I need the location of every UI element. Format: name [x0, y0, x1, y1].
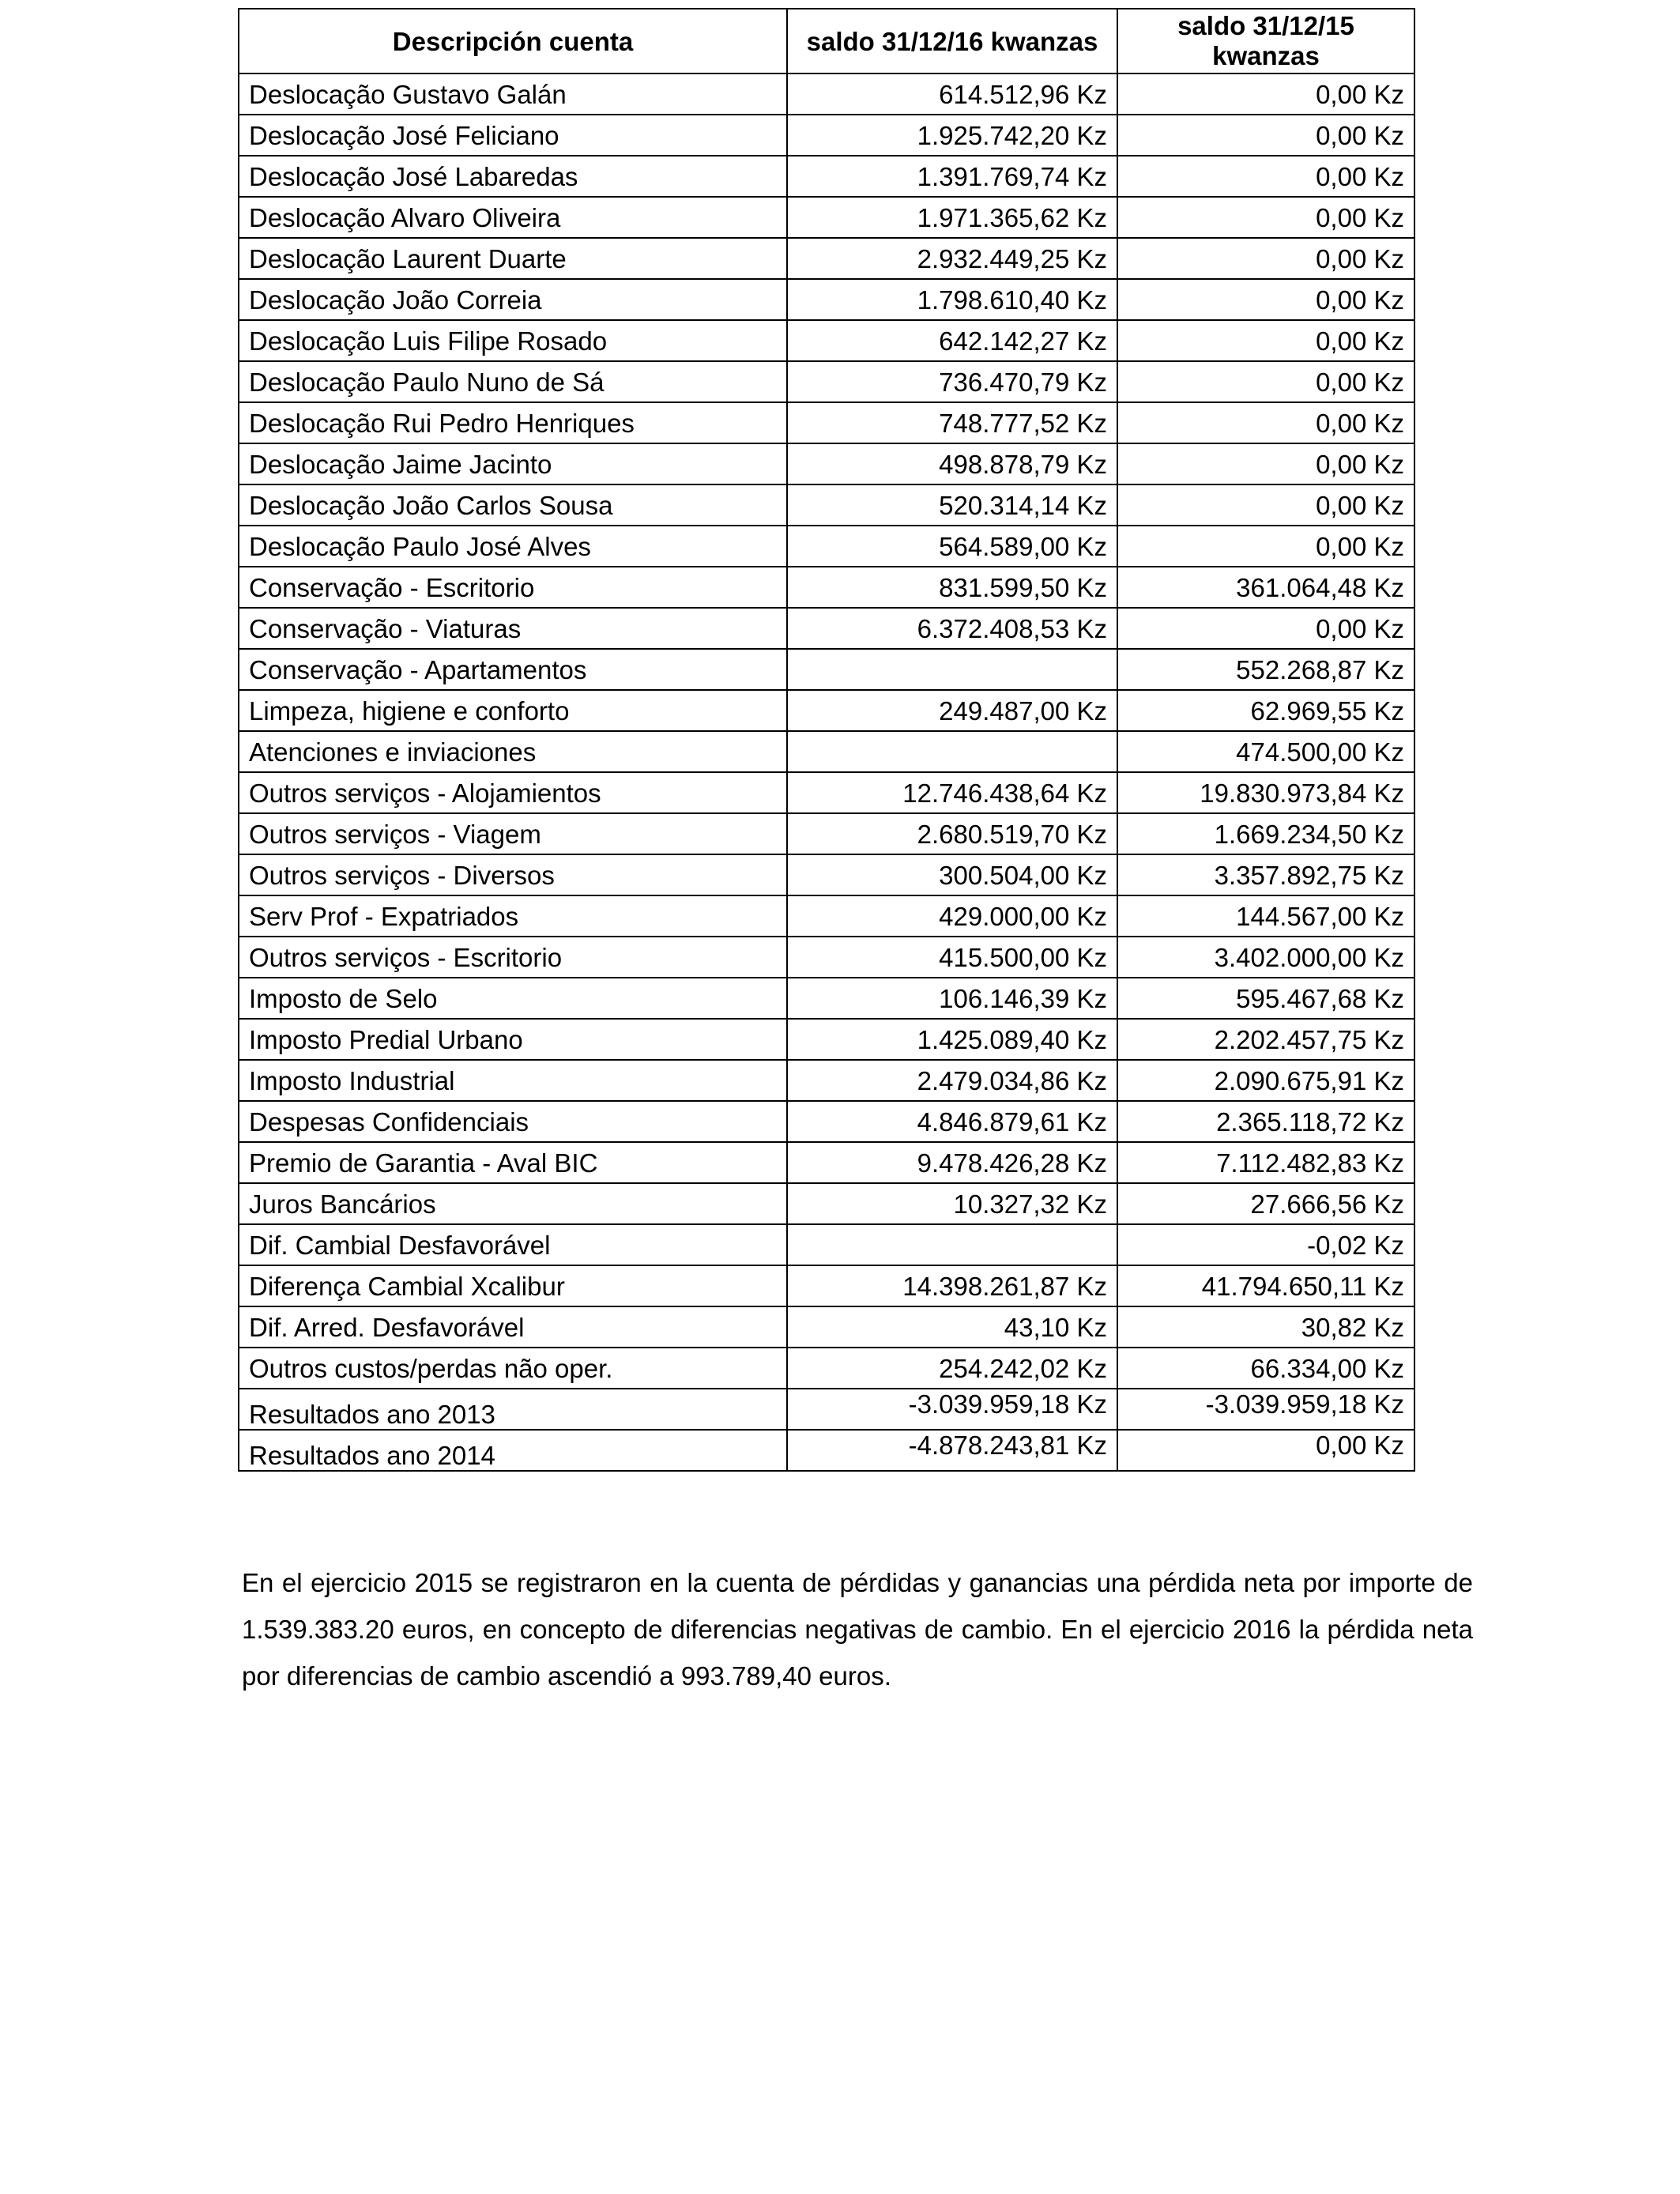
table-row [239, 443, 1414, 484]
table-row [239, 690, 1414, 731]
cell-description: Outros serviços - Escritorio [239, 937, 787, 978]
cell-saldo-2015: 595.467,68 Kz [1117, 978, 1414, 1019]
cell-saldo-2016: 2.479.034,86 Kz [787, 1060, 1117, 1101]
cell-saldo-2015: -0,02 Kz [1117, 1224, 1414, 1265]
cell-description: Outros serviços - Viagem [239, 813, 787, 854]
cell-saldo-2016: -4.878.243,81 Kz [787, 1430, 1117, 1471]
cell-description: Deslocação José Feliciano [239, 115, 787, 156]
cell-saldo-2015: 474.500,00 Kz [1117, 731, 1414, 772]
table-row [239, 1142, 1414, 1183]
cell-saldo-2016: 415.500,00 Kz [787, 937, 1117, 978]
cell-saldo-2015: 30,82 Kz [1117, 1306, 1414, 1348]
cell-saldo-2015: 552.268,87 Kz [1117, 649, 1414, 690]
table-row [239, 854, 1414, 895]
cell-saldo-2016: 1.391.769,74 Kz [787, 156, 1117, 197]
table-row [239, 279, 1414, 320]
table-row [239, 1101, 1414, 1142]
cell-saldo-2015: 1.669.234,50 Kz [1117, 813, 1414, 854]
table-row [239, 1306, 1414, 1348]
cell-description: Deslocação Laurent Duarte [239, 238, 787, 279]
cell-saldo-2016: 43,10 Kz [787, 1306, 1117, 1348]
cell-saldo-2015: 2.365.118,72 Kz [1117, 1101, 1414, 1142]
cell-description: Deslocação Paulo Nuno de Sá [239, 361, 787, 402]
table-row [239, 197, 1414, 238]
cell-saldo-2015: 0,00 Kz [1117, 402, 1414, 443]
table-row [239, 156, 1414, 197]
table-row [239, 649, 1414, 690]
cell-saldo-2015: 7.112.482,83 Kz [1117, 1142, 1414, 1183]
cell-saldo-2016: 429.000,00 Kz [787, 895, 1117, 937]
cell-saldo-2016: 614.512,96 Kz [787, 74, 1117, 115]
cell-saldo-2016: 254.242,02 Kz [787, 1348, 1117, 1389]
cell-saldo-2016: 1.798.610,40 Kz [787, 279, 1117, 320]
cell-description: Deslocação Gustavo Galán [239, 74, 787, 115]
cell-saldo-2015: 41.794.650,11 Kz [1117, 1265, 1414, 1306]
cell-saldo-2016: 14.398.261,87 Kz [787, 1265, 1117, 1306]
cell-saldo-2016: 1.425.089,40 Kz [787, 1019, 1117, 1060]
cell-saldo-2015: 0,00 Kz [1117, 238, 1414, 279]
cell-description: Deslocação Rui Pedro Henriques [239, 402, 787, 443]
table-row [239, 484, 1414, 526]
table-row [239, 895, 1414, 937]
cell-saldo-2015: 361.064,48 Kz [1117, 567, 1414, 608]
cell-description: Diferença Cambial Xcalibur [239, 1265, 787, 1306]
accounts-table [238, 8, 1415, 1472]
cell-saldo-2016: 2.932.449,25 Kz [787, 238, 1117, 279]
cell-saldo-2015: 0,00 Kz [1117, 74, 1414, 115]
cell-description: Outros custos/perdas não oper. [239, 1348, 787, 1389]
cell-description: Serv Prof - Expatriados [239, 895, 787, 937]
cell-description: Dif. Cambial Desfavorável [239, 1224, 787, 1265]
note-paragraph: En el ejercicio 2015 se registraron en la cuenta de pérdidas y ganancias una pérdida neta por importe de 1.539.383.20 euros, en concepto de diferencias negativas de cambio. En el ejercicio 2016 la pérdida neta por diferencias de cambio ascendió a 993.789,40 euros. [242, 1568, 1473, 1691]
cell-description: Conservação - Apartamentos [239, 649, 787, 690]
table-row [239, 608, 1414, 649]
cell-saldo-2015: 3.402.000,00 Kz [1117, 937, 1414, 978]
cell-saldo-2015: 0,00 Kz [1117, 443, 1414, 484]
cell-saldo-2016: 642.142,27 Kz [787, 320, 1117, 361]
table-row [239, 526, 1414, 567]
cell-saldo-2015: 2.090.675,91 Kz [1117, 1060, 1414, 1101]
cell-description: Deslocação José Labaredas [239, 156, 787, 197]
cell-saldo-2015: -3.039.959,18 Kz [1117, 1389, 1414, 1430]
cell-saldo-2015: 0,00 Kz [1117, 361, 1414, 402]
table-header-row [239, 9, 1414, 74]
cell-saldo-2016: 736.470,79 Kz [787, 361, 1117, 402]
cell-description: Atenciones e inviaciones [239, 731, 787, 772]
cell-saldo-2016: 106.146,39 Kz [787, 978, 1117, 1019]
cell-description: Imposto de Selo [239, 978, 787, 1019]
cell-saldo-2015: 2.202.457,75 Kz [1117, 1019, 1414, 1060]
cell-saldo-2016 [787, 731, 1117, 772]
table-row [239, 1430, 1414, 1471]
cell-saldo-2015: 0,00 Kz [1117, 156, 1414, 197]
cell-saldo-2016: 6.372.408,53 Kz [787, 608, 1117, 649]
cell-saldo-2016: 10.327,32 Kz [787, 1183, 1117, 1224]
cell-saldo-2015: 0,00 Kz [1117, 608, 1414, 649]
cell-saldo-2015: 0,00 Kz [1117, 115, 1414, 156]
cell-saldo-2016: 748.777,52 Kz [787, 402, 1117, 443]
table-row [239, 1224, 1414, 1265]
table-row [239, 567, 1414, 608]
table-row [239, 361, 1414, 402]
cell-saldo-2015: 0,00 Kz [1117, 279, 1414, 320]
cell-saldo-2015: 0,00 Kz [1117, 484, 1414, 526]
table-row [239, 1060, 1414, 1101]
cell-saldo-2015: 66.334,00 Kz [1117, 1348, 1414, 1389]
cell-saldo-2015: 3.357.892,75 Kz [1117, 854, 1414, 895]
cell-saldo-2016: 1.971.365,62 Kz [787, 197, 1117, 238]
cell-saldo-2015: 0,00 Kz [1117, 1430, 1414, 1471]
cell-saldo-2015: 19.830.973,84 Kz [1117, 772, 1414, 813]
cell-description: Deslocação Jaime Jacinto [239, 443, 787, 484]
cell-saldo-2016: -3.039.959,18 Kz [787, 1389, 1117, 1430]
header-description: Descripción cuenta [239, 9, 787, 74]
cell-description: Imposto Predial Urbano [239, 1019, 787, 1060]
cell-description: Resultados ano 2013 [239, 1389, 787, 1430]
cell-description: Deslocação João Correia [239, 279, 787, 320]
table-row [239, 813, 1414, 854]
cell-saldo-2015: 27.666,56 Kz [1117, 1183, 1414, 1224]
cell-saldo-2016: 520.314,14 Kz [787, 484, 1117, 526]
cell-description: Conservação - Escritorio [239, 567, 787, 608]
cell-description: Outros serviços - Alojamientos [239, 772, 787, 813]
header-saldo-2015: saldo 31/12/15 kwanzas [1117, 9, 1414, 74]
cell-description: Deslocação Alvaro Oliveira [239, 197, 787, 238]
cell-description: Conservação - Viaturas [239, 608, 787, 649]
table-row [239, 937, 1414, 978]
cell-saldo-2015: 0,00 Kz [1117, 197, 1414, 238]
cell-saldo-2016: 831.599,50 Kz [787, 567, 1117, 608]
cell-description: Imposto Industrial [239, 1060, 787, 1101]
header-saldo-2016: saldo 31/12/16 kwanzas [787, 9, 1117, 74]
cell-description: Resultados ano 2014 [239, 1430, 787, 1471]
cell-saldo-2015: 0,00 Kz [1117, 526, 1414, 567]
table-row [239, 772, 1414, 813]
cell-saldo-2016: 12.746.438,64 Kz [787, 772, 1117, 813]
cell-saldo-2016: 300.504,00 Kz [787, 854, 1117, 895]
cell-saldo-2016: 249.487,00 Kz [787, 690, 1117, 731]
cell-saldo-2016: 1.925.742,20 Kz [787, 115, 1117, 156]
table-row [239, 978, 1414, 1019]
cell-saldo-2016: 2.680.519,70 Kz [787, 813, 1117, 854]
table-row [239, 320, 1414, 361]
table-row [239, 1348, 1414, 1389]
cell-description: Premio de Garantia - Aval BIC [239, 1142, 787, 1183]
cell-description: Limpeza, higiene e conforto [239, 690, 787, 731]
cell-saldo-2016: 9.478.426,28 Kz [787, 1142, 1117, 1183]
table-row [239, 115, 1414, 156]
table-row [239, 1183, 1414, 1224]
cell-description: Dif. Arred. Desfavorável [239, 1306, 787, 1348]
table-row [239, 1019, 1414, 1060]
cell-saldo-2015: 62.969,55 Kz [1117, 690, 1414, 731]
cell-description: Deslocação João Carlos Sousa [239, 484, 787, 526]
table-body [239, 74, 1414, 1471]
cell-saldo-2016: 564.589,00 Kz [787, 526, 1117, 567]
table-row [239, 731, 1414, 772]
table-row [239, 402, 1414, 443]
table-row [239, 238, 1414, 279]
cell-description: Deslocação Luis Filipe Rosado [239, 320, 787, 361]
cell-description: Despesas Confidenciais [239, 1101, 787, 1142]
cell-saldo-2016 [787, 649, 1117, 690]
cell-description: Outros serviços - Diversos [239, 854, 787, 895]
cell-description: Deslocação Paulo José Alves [239, 526, 787, 567]
cell-saldo-2016 [787, 1224, 1117, 1265]
cell-saldo-2015: 0,00 Kz [1117, 320, 1414, 361]
table-row [239, 74, 1414, 115]
cell-saldo-2015: 144.567,00 Kz [1117, 895, 1414, 937]
table-row [239, 1389, 1414, 1430]
cell-description: Juros Bancários [239, 1183, 787, 1224]
cell-saldo-2016: 498.878,79 Kz [787, 443, 1117, 484]
table-row [239, 1265, 1414, 1306]
cell-saldo-2016: 4.846.879,61 Kz [787, 1101, 1117, 1142]
